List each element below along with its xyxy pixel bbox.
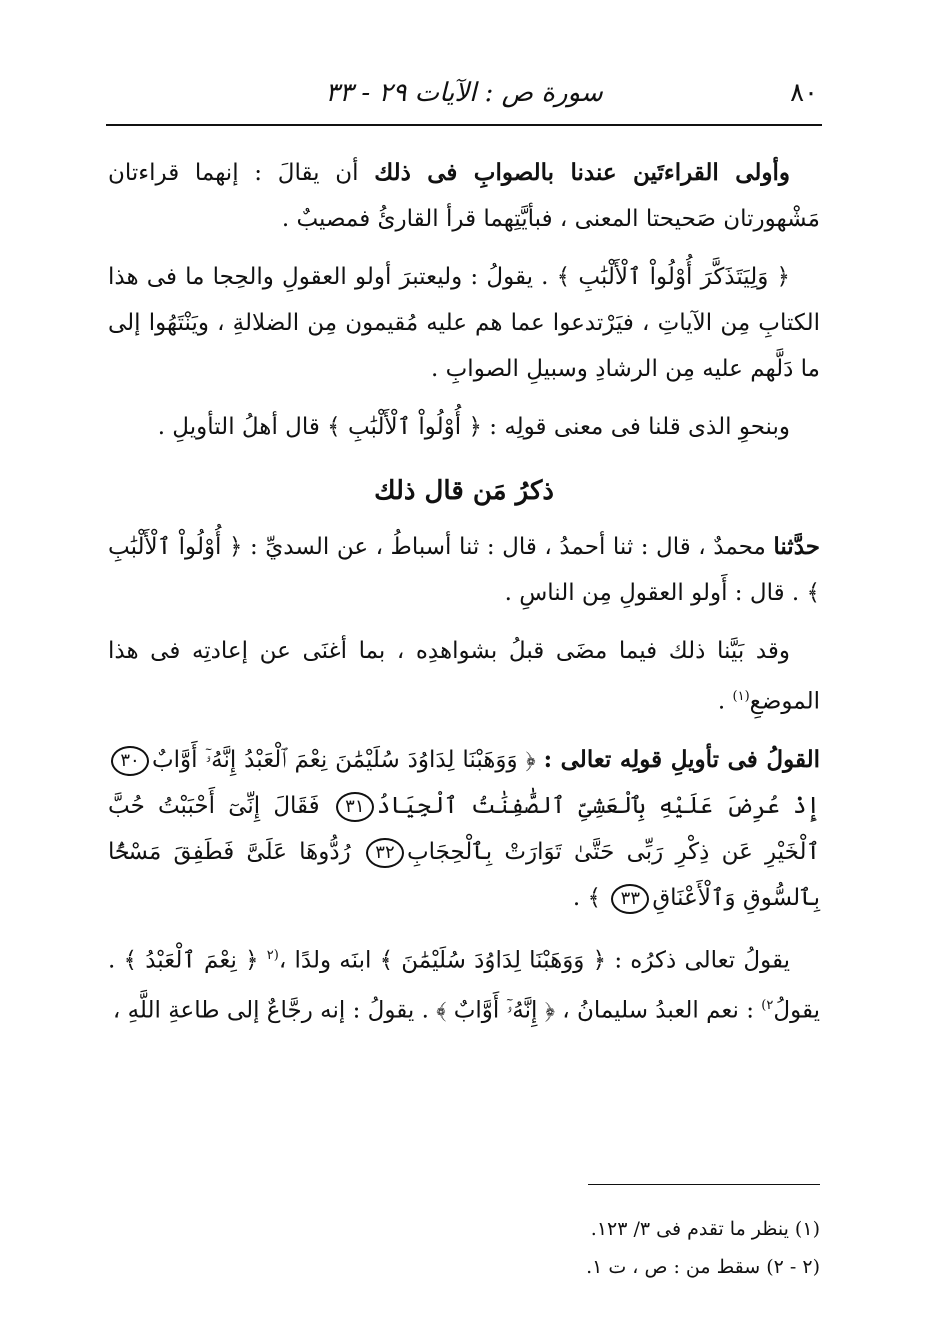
footnote-ref-1: (١) (732, 689, 750, 704)
quran-text-b: إِذْ عُرِضَ عَلَيْهِ بِٱلْعَشِىِّ ٱلصَّٰفِنَٰتُ ٱلْجِيَادُ (376, 792, 820, 819)
paragraph-7-b: ﴿ نِعْمَ ٱلْعَبْدُ ﴾ . يقولُ (108, 947, 820, 1024)
header-rule (106, 124, 822, 126)
paragraph-7-a: يقولُ تعالى ذكرُه : ﴿ وَوَهَبْنَا لِدَاوُدَ سُلَيْمَٰنَ ﴾ ابنَه ولدًا ، (278, 947, 790, 974)
quran-text-end: ﴾ . (572, 884, 609, 911)
running-title: سورة ص : الآيات ٢٩ - ٣٣ (325, 78, 603, 108)
quran-text-a: ﴿ وَوَهَبْنَا لِدَاوُدَ سُلَيْمَٰنَ نِعْمَ ٱلْعَبْدُ إِنَّهُۥٓ أَوَّابٌ (152, 746, 544, 773)
paragraph-3-body: وبنحوِ الذى قلنا فى معنى قولِه : ﴿ أُوْلُواْ ٱلْأَلْبَٰبِ ﴾ قال أهلُ التأويلِ . (157, 414, 790, 440)
main-text (108, 150, 820, 1034)
paragraph-5-body: وقد بَيَّنا ذلك فيما مضَى قبلُ بشواهدِه ، بما أغنَى عن إعادتِه فى هذا الموضعِ (108, 638, 820, 715)
paragraph-1-lead: وأولى القراءتَين عندنا بالصوابِ فى ذلك (374, 159, 790, 186)
paragraph-2 (108, 254, 820, 392)
footnote-ref-2-open: (٢ (266, 947, 279, 963)
paragraph-7-c: : نعم العبدُ سليمانُ ، ﴿ إِنَّهُۥٓ أَوَّابٌ ﴾ . يقولُ : إنه رجَّاعٌ إلى طاعةِ اللَّهِ ، (112, 997, 762, 1024)
ayah-number-31: ٣١ (336, 792, 374, 822)
ayah-number-30: ٣٠ (111, 746, 149, 776)
paragraph-4-body: محمدٌ ، قال : ثنا أحمدُ ، قال : ثنا أسباطُ ، عن السديِّ : ﴿ أُوْلُواْ ٱلْأَلْبَٰبِ ﴾ . قال : أَولو العقولِ مِن الناسِ . (108, 534, 820, 606)
footnote-2: (٢ - ٢) سقط من : ص ، ت ١. (586, 1256, 820, 1278)
paragraph-1-body: أن يقالَ : إنهما قراءتان مَشْهورتان صَحيحتا المعنى ، فبأيَّتِهما قرأ القارئُ فمصيبٌ . (108, 160, 820, 232)
ayah-number-33: ٣٣ (611, 884, 649, 914)
section-heading: ذكرُ مَن قال ذلك (374, 476, 554, 506)
quran-text-c: فَقَالَ إِنِّىٓ أَحْبَبْتُ حُبَّ ٱلْخَيْرِ عَن ذِكْرِ رَبِّى حَتَّىٰ تَوَارَتْ بِٱلْحِجَابِ (108, 792, 820, 865)
page-header (108, 72, 820, 112)
paragraph-5 (108, 628, 820, 725)
page-number: ٨٠ (790, 78, 818, 108)
quran-text-d: رُدُّوهَا عَلَىَّ فَطَفِقَ مَسْحًۢا بِٱلسُّوقِ وَٱلْأَعْنَاقِ (108, 838, 820, 911)
footnote-ref-2-close: ٢) (761, 998, 774, 1014)
paragraph-6-lead: القولُ فى تأويلِ قولِه تعالى : (543, 745, 820, 773)
footnote-rule (588, 1184, 820, 1185)
paragraph-4 (108, 524, 820, 616)
footnotes (108, 1210, 820, 1286)
paragraph-1 (108, 150, 820, 242)
paragraph-4-lead: حدَّثنا (773, 533, 820, 560)
footnote-1: (١) ينظر ما تقدم فى ٣/ ١٢٣. (590, 1218, 820, 1240)
paragraph-6 (108, 737, 820, 921)
paragraph-5-end: . (717, 688, 733, 715)
paragraph-2-body: ﴿ وَلِيَتَذَكَّرَ أُوْلُواْ ٱلْأَلْبَٰبِ ﴾ . يقولُ : وليعتبرَ أولو العقولِ والحِجا ما فى هذا الكتابِ مِن الآياتِ ، فيَرْتدعوا عما هم عليه مُقيمون مِن الضلالةِ ، ويَنْتَهُوا إلى ما دَلَّهم عليه مِن الرشادِ وسبيلِ الصوابِ . (108, 264, 820, 382)
paragraph-3 (108, 404, 820, 450)
paragraph-7 (108, 933, 820, 1034)
ayah-number-32: ٣٢ (366, 838, 404, 868)
